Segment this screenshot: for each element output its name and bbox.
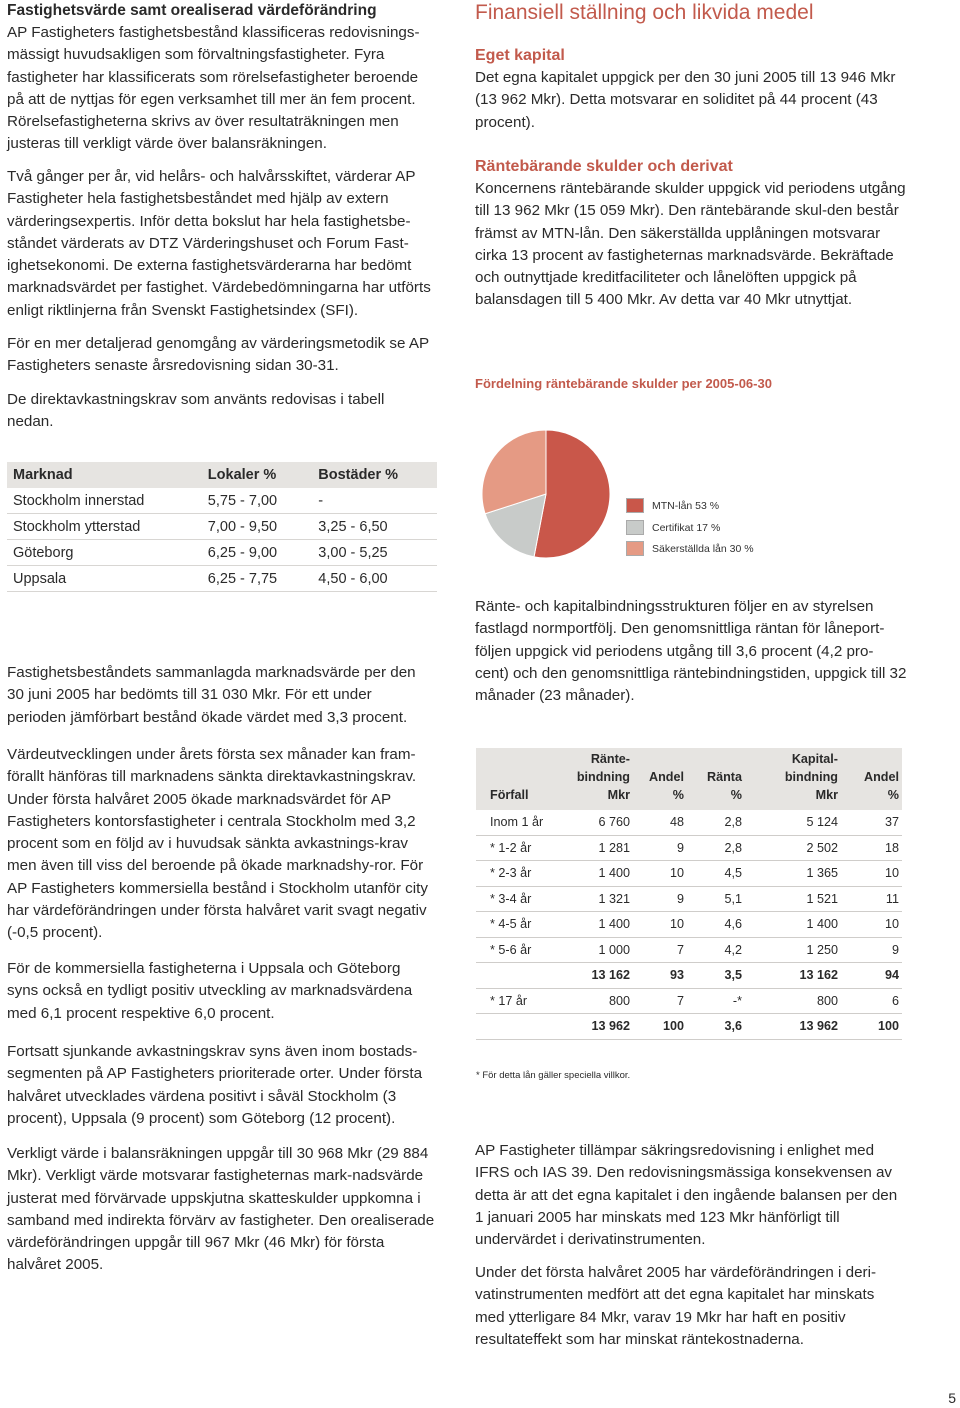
debt-distribution-pie-chart	[476, 428, 616, 560]
table-row	[476, 937, 902, 963]
maturity-cell: 100	[841, 1014, 902, 1040]
legend-item-certificates	[626, 520, 720, 535]
chart-caption: Fördelning räntebärande skulder per 2005-06-30	[475, 376, 772, 391]
header-rate: Ränta %	[707, 770, 742, 802]
maturity-cell: 9	[841, 937, 902, 963]
paragraph-methodology: För en mer detaljerad genomgång av värderingsmetodik se AP Fastigheters senaste årsredovisning sidan 30-31.	[7, 335, 429, 375]
header-share: Andel %	[649, 770, 684, 802]
legend-item-secured-loans	[626, 541, 754, 556]
commercial-cell: 7,00 - 9,50	[202, 514, 312, 540]
maturity-cell: * 5-6 år	[476, 937, 555, 963]
header-fixed-interest: Ränte- bindning Mkr	[576, 752, 630, 802]
paragraph-debt: Koncernens räntebärande skulder uppgick vid periodens utgång till 13 962 Mkr (15 059 Mkr). Den räntebärande skul-den består främst av MTN-lån. Den säkerställda upplåningen motsvarar cirka 13 procent av fastigheternas marknadsvärde. Bekräftade och outnyttjade kreditfaciliteter och lånelöften uppgick på balansdagen till 5 400 Mkr. Av detta var 40 Mkr utnyttjat.	[475, 180, 906, 309]
maturity-cell: * 1-2 år	[476, 835, 555, 861]
maturity-cell: 2 502	[745, 835, 841, 861]
paragraph-residential: Fortsatt sjunkande avkastningskrav syns även inom bostads-segmenten på AP Fastigheters prioriterade orter. Under första halvåret utvecklades värdena positivt i såväl Stockholm (3 procent), Uppsala (9 procent) som Göteborg (12 procent).	[7, 1043, 423, 1127]
paragraph-equity: Det egna kapitalet uppgick per den 30 juni 2005 till 13 946 Mkr (13 962 Mkr). Detta motsvarar en soliditet på 44 procent (43 procent).	[475, 69, 896, 131]
maturity-cell: 2,8	[687, 835, 745, 861]
header-residential: Bostäder %	[312, 462, 437, 488]
maturity-cell: 9	[633, 835, 687, 861]
maturity-cell: 5 124	[745, 810, 841, 835]
paragraph-classification: AP Fastigheters fastighetsbestånd klassificeras redovisnings-mässigt huvudsakligen som förvaltningsfastigheter. Fyra fastigheter har klassificerats som rörelsefastigheter beroende på att de nyttjas för egen verksamhet till mer än fem procent. Rörelsefastigheterna skrivs av över resultaträkningen men justeras till verkligt värde över balansräkningen.	[7, 24, 420, 153]
paragraph-structure: Ränte- och kapitalbindningsstrukturen följer en av styrelsen fastlagd normportfölj. Den genomsnittliga räntan för låneport-följen uppgick vid periodens utgång till 3,6 procent (4,2 pro-cent) och den genomsnittliga räntebindningstiden, uppgick till 32 månader (23 månader).	[475, 598, 907, 705]
maturity-cell: 10	[841, 861, 902, 887]
page-number: 5	[948, 1390, 956, 1406]
maturity-cell: 800	[555, 988, 633, 1014]
maturity-cell: 10	[841, 912, 902, 938]
residential-cell: 4,50 - 6,00	[312, 566, 437, 592]
table-row	[7, 488, 437, 514]
header-maturity: Förfall	[490, 788, 529, 802]
maturity-cell: 11	[841, 886, 902, 912]
header-market: Marknad	[7, 462, 202, 488]
table-row	[7, 540, 437, 566]
legend-swatch	[626, 541, 644, 556]
table-row	[476, 988, 902, 1014]
maturity-cell: 7	[633, 988, 687, 1014]
legend-label: Certifikat 17 %	[652, 521, 721, 534]
maturity-cell: Inom 1 år	[476, 810, 555, 835]
maturity-cell: 93	[633, 963, 687, 989]
maturity-cell: 9	[633, 886, 687, 912]
table-row	[476, 886, 902, 912]
section-title: Finansiell ställning och likvida medel	[475, 1, 814, 24]
maturity-cell: * 2-3 år	[476, 861, 555, 887]
commercial-cell: 5,75 - 7,00	[202, 488, 312, 514]
maturity-table	[476, 748, 902, 1040]
market-yield-table	[7, 462, 437, 592]
maturity-cell: 13 962	[555, 1014, 633, 1040]
maturity-cell: 13 162	[745, 963, 841, 989]
maturity-cell: 10	[633, 912, 687, 938]
maturity-cell: 1 250	[745, 937, 841, 963]
header-capital-binding: Kapital- bindning Mkr	[784, 752, 838, 802]
maturity-table-header	[476, 748, 902, 810]
paragraph-uppsala-goteborg: För de kommersiella fastigheterna i Uppsala och Göteborg syns också en tydligt positiv utveckling av marknadsvärdena med 6,1 procent respektive 6,0 procent.	[7, 960, 413, 1022]
paragraph-hedge-accounting: AP Fastigheter tillämpar säkringsredovisning i enlighet med IFRS och IAS 39. Den redovisningsmässiga konsekvensen av detta är att det egna kapitalet i den ingående balansen per den 1 januari 2005 har minskats med 123 Mkr hänförligt till undervärdet i derivatinstrumenten.	[475, 1142, 898, 1249]
paragraph-market-value: Fastighetsbeståndets sammanlagda marknadsvärde per den 30 juni 2005 har bedömts till 31 030 Mkr. För ett under perioden jämförbart bestånd ökade värdet med 3,3 procent.	[7, 664, 416, 726]
maturity-cell: 3,6	[687, 1014, 745, 1040]
maturity-cell: 1 321	[555, 886, 633, 912]
debt-title: Räntebärande skulder och derivat	[475, 158, 733, 175]
market-cell: Stockholm innerstad	[7, 488, 202, 514]
maturity-cell: 1 400	[555, 912, 633, 938]
table-row	[476, 912, 902, 938]
market-cell: Göteborg	[7, 540, 202, 566]
commercial-cell: 6,25 - 9,00	[202, 540, 312, 566]
table-row	[476, 810, 902, 835]
maturity-cell: 6 760	[555, 810, 633, 835]
commercial-cell: 6,25 - 7,75	[202, 566, 312, 592]
header-commercial: Lokaler %	[202, 462, 312, 488]
legend-label: Säkerställda lån 30 %	[652, 542, 754, 555]
header-share-capital: Andel %	[864, 770, 899, 802]
maturity-cell: 2,8	[687, 810, 745, 835]
left-heading: Fastighetsvärde samt orealiserad värdeförändring	[7, 2, 377, 19]
maturity-cell: 3,5	[687, 963, 745, 989]
maturity-cell: 1 400	[555, 861, 633, 887]
table-row	[476, 835, 902, 861]
table-row	[7, 514, 437, 540]
maturity-cell: 13 162	[555, 963, 633, 989]
maturity-cell: * 3-4 år	[476, 886, 555, 912]
maturity-cell: 10	[633, 861, 687, 887]
table-row	[476, 963, 902, 989]
market-cell: Uppsala	[7, 566, 202, 592]
maturity-footnote: * För detta lån gäller speciella villkor.	[476, 1070, 631, 1081]
maturity-cell: 800	[745, 988, 841, 1014]
table-row	[476, 861, 902, 887]
maturity-cell: 37	[841, 810, 902, 835]
paragraph-fair-value: Verkligt värde i balansräkningen uppgår till 30 968 Mkr (29 884 Mkr). Verkligt värde motsvarar fastigheternas mark-nadsvärde justerat med förvärvade uppskjutna skatteskulder uppkomna i samband med indirekta förvärv av fastigheter. Den orealiserade värdeförändringen uppgår till 967 Mkr (46 Mkr) för första halvåret 2005.	[7, 1145, 435, 1274]
market-table-header	[7, 462, 437, 488]
maturity-cell: 1 400	[745, 912, 841, 938]
maturity-cell: 13 962	[745, 1014, 841, 1040]
legend-item-mtn	[626, 498, 719, 513]
market-cell: Stockholm ytterstad	[7, 514, 202, 540]
table-row	[476, 1014, 902, 1040]
maturity-cell: 4,6	[687, 912, 745, 938]
maturity-cell: 100	[633, 1014, 687, 1040]
maturity-cell: 7	[633, 937, 687, 963]
maturity-cell	[476, 963, 555, 989]
maturity-cell: 1 521	[745, 886, 841, 912]
paragraph-value-development: Värdeutvecklingen under årets första sex månader kan fram-förallt hänföras till marknadens sänkta direktavkastningskrav. Under första halvåret 2005 ökade marknadsvärdet för AP Fastigheters kontorsfastigheter i centrala Stockholm med 3,2 procent som en följd av i huvudsak sänkta avkastnings-krav men även till viss del beroende på ökade marknadshy-ror. För AP Fastigheters kommersiella bestånd i Stockholm utanför city har värdeförändringen under första halvåret varit svagt negativ (-0,5 procent).	[7, 746, 428, 942]
maturity-cell: * 4-5 år	[476, 912, 555, 938]
maturity-cell: 1 281	[555, 835, 633, 861]
maturity-cell: 1 000	[555, 937, 633, 963]
maturity-cell: 5,1	[687, 886, 745, 912]
maturity-cell: 1 365	[745, 861, 841, 887]
maturity-cell: 6	[841, 988, 902, 1014]
table-row	[7, 566, 437, 592]
maturity-cell: 94	[841, 963, 902, 989]
residential-cell: 3,25 - 6,50	[312, 514, 437, 540]
paragraph-valuation: Två gånger per år, vid helårs- och halvårsskiftet, värderar AP Fastigheter hela fastighetsbeståndet med hjälp av extern värderingsexpertis. Inför detta bokslut har hela fastighetsbe-ståndet värderats av DTZ Värderingshuset och Forum Fast-ighetsekonomi. De externa fastighetsvärderarna har bedömt marknadsvärdet per fastighet. Värdebedömningarna har utförts enligt riktlinjerna från Svenskt Fastighetsindex (SFI).	[7, 168, 431, 319]
residential-cell: 3,00 - 5,25	[312, 540, 437, 566]
legend-label: MTN-lån 53 %	[652, 499, 720, 512]
paragraph-derivatives: Under det första halvåret 2005 har värdeförändringen i deri-vatinstrumenten medfört att det egna kapitalet har minskats med ytterligare 84 Mkr, varav 19 Mkr har haft en positiv resultateffekt som har minskat räntekostnaderna.	[475, 1264, 877, 1348]
paragraph-table-intro: De direktavkastningskrav som använts redovisas i tabell nedan.	[7, 391, 385, 431]
maturity-cell	[476, 1014, 555, 1040]
equity-title: Eget kapital	[475, 47, 565, 64]
maturity-cell: -*	[687, 988, 745, 1014]
legend-swatch	[626, 498, 644, 513]
maturity-cell: * 17 år	[476, 988, 555, 1014]
maturity-cell: 4,2	[687, 937, 745, 963]
maturity-cell: 48	[633, 810, 687, 835]
legend-swatch	[626, 520, 644, 535]
maturity-cell: 18	[841, 835, 902, 861]
maturity-cell: 4,5	[687, 861, 745, 887]
residential-cell: -	[312, 488, 437, 514]
